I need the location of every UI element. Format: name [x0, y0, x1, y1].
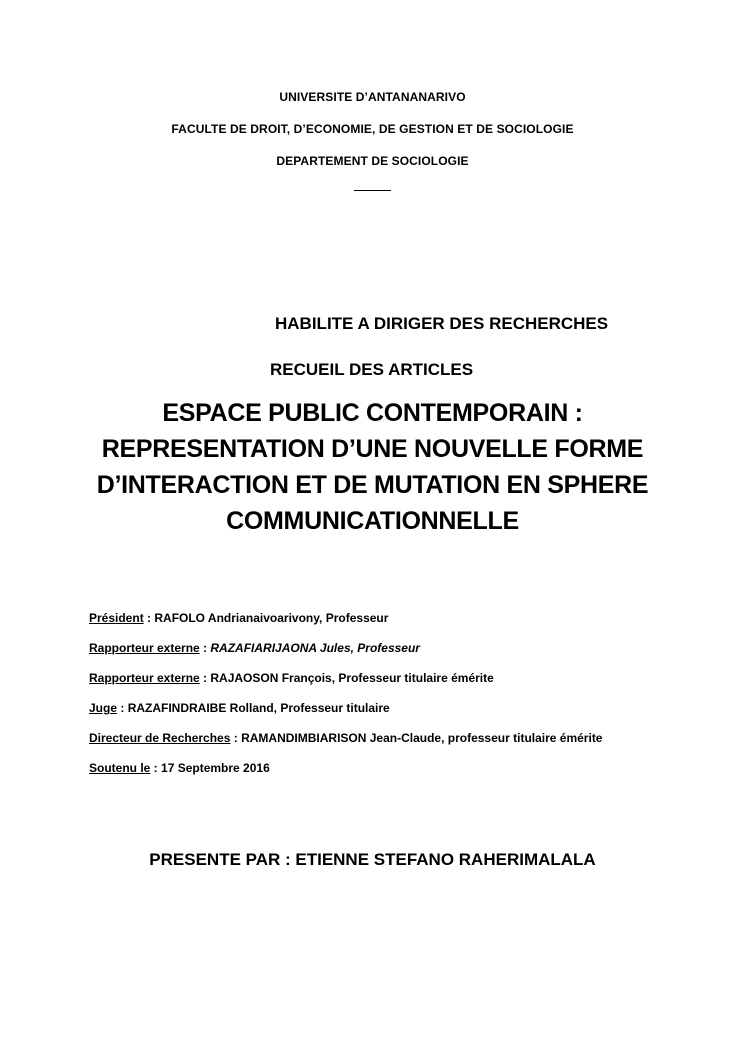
thesis-title [60, 395, 685, 539]
jury-role: Soutenu le [89, 761, 151, 775]
thesis-title-line-1: ESPACE PUBLIC CONTEMPORAIN : [162, 399, 583, 427]
jury-separator: : [199, 641, 211, 655]
jury-role: Directeur de Recherches [89, 731, 231, 745]
jury-research-director [89, 731, 602, 745]
thesis-title-line-2: REPRESENTATION D’UNE NOUVELLE FORME [101, 435, 644, 463]
jury-president [89, 611, 388, 625]
degree-heading: HABILITE A DIRIGER DES RECHERCHES [275, 314, 609, 333]
thesis-title-line-3: D’INTERACTION ET DE MUTATION EN SPHERE [96, 471, 649, 499]
faculty-name: FACULTE DE DROIT, D’ECONOMIE, DE GESTION ET DE SOCIOLOGIE [171, 122, 574, 136]
jury-member: 17 Septembre 2016 [161, 761, 270, 775]
jury-member: RAZAFIARIJAONA Jules, Professeur [210, 641, 420, 655]
jury-separator: : [230, 731, 242, 745]
jury-role: Rapporteur externe [89, 641, 200, 655]
jury-external-reporter-2 [89, 671, 494, 685]
university-name: UNIVERSITE D’ANTANANARIVO [279, 90, 466, 104]
jury-separator: : [199, 671, 211, 685]
jury-judge [89, 701, 390, 715]
jury-role: Rapporteur externe [89, 671, 200, 685]
thesis-title-line-4: COMMUNICATIONNELLE [226, 507, 519, 535]
collection-heading: RECUEIL DES ARTICLES [270, 360, 474, 379]
jury-external-reporter-1 [89, 641, 420, 655]
jury-role: Juge [89, 701, 118, 715]
jury-member: RAJAOSON François, Professeur titulaire émérite [210, 671, 494, 685]
jury-role: Président [89, 611, 144, 625]
jury-member: RAMANDIMBIARISON Jean-Claude, professeur titulaire émérite [241, 731, 603, 745]
jury-member: RAFOLO Andrianaivoarivony, Professeur [154, 611, 389, 625]
header-separator [354, 190, 391, 191]
jury-separator: : [143, 611, 155, 625]
presenter-line: PRESENTE PAR : ETIENNE STEFANO RAHERIMALALA [149, 850, 596, 869]
jury-separator: : [150, 761, 162, 775]
defense-date [89, 761, 270, 775]
department-name: DEPARTEMENT DE SOCIOLOGIE [276, 154, 469, 168]
jury-member: RAZAFINDRAIBE Rolland, Professeur titulaire [127, 701, 390, 715]
jury-separator: : [117, 701, 128, 715]
